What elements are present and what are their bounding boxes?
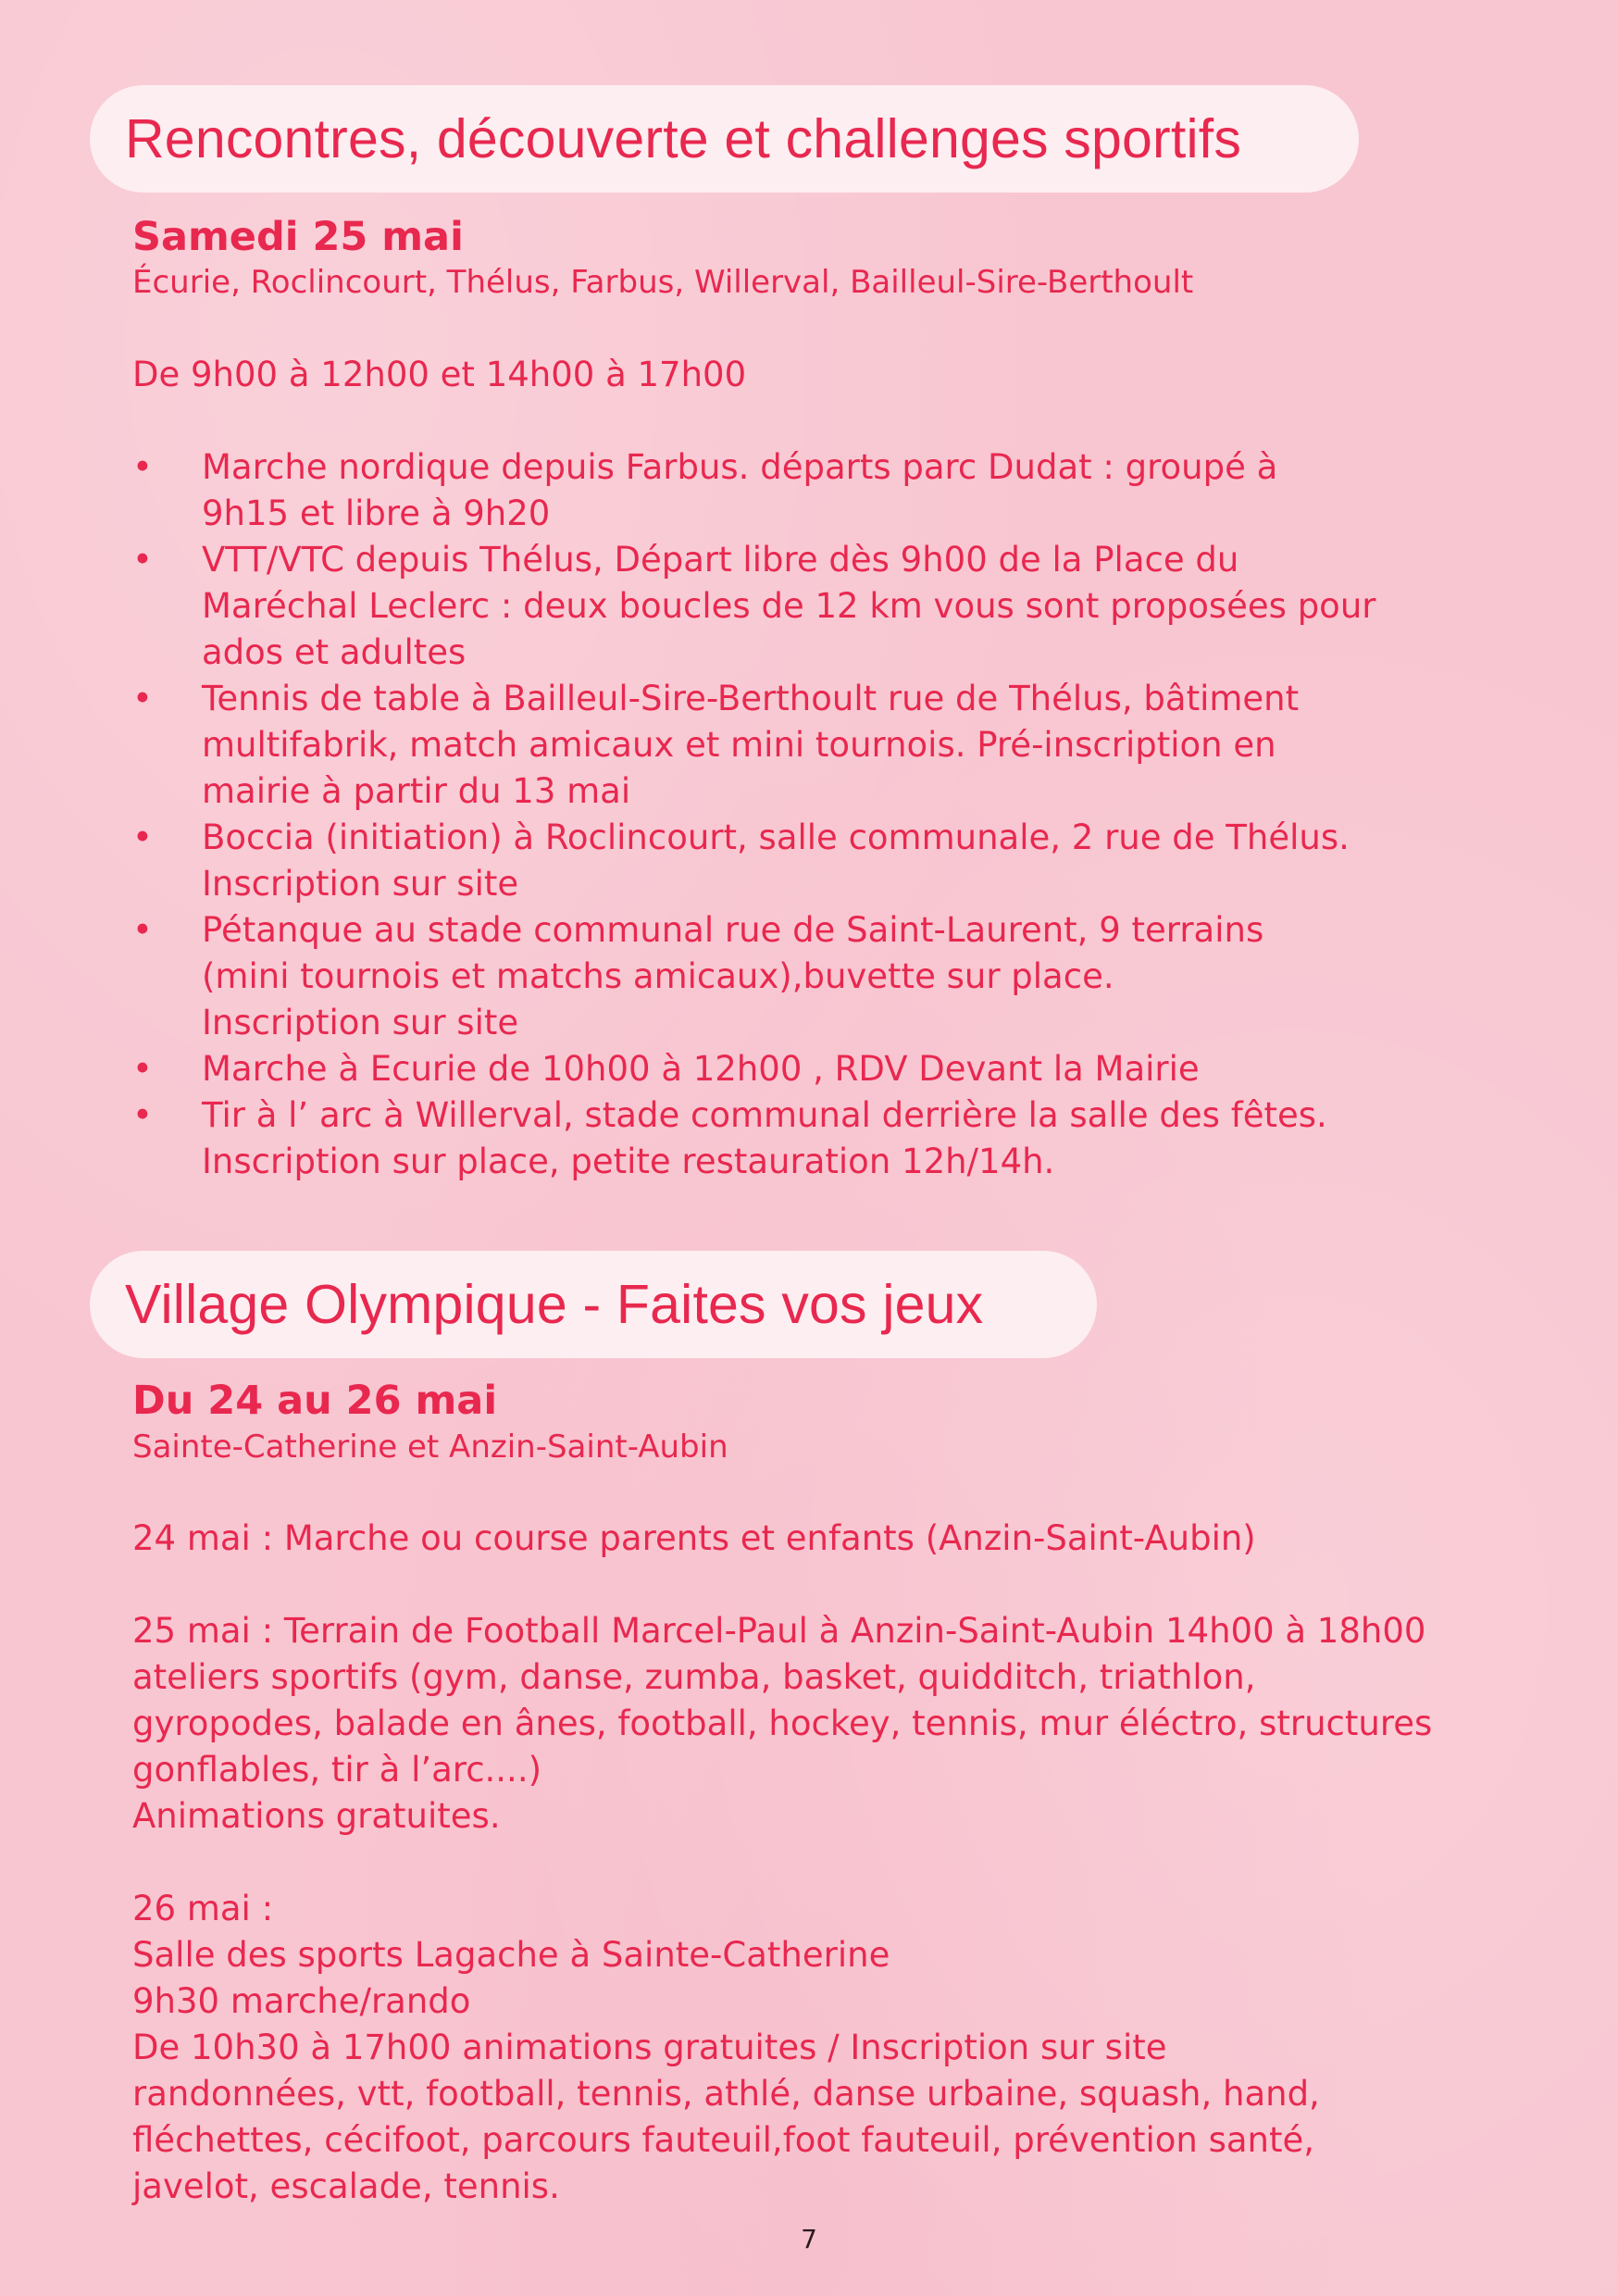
list-item: • Boccia (initiation) à Roclincourt, salle communale, 2 rue de Thélus. Inscription sur site [132,815,1375,907]
bullet-icon: • [132,817,153,857]
bullet-icon: • [132,910,153,950]
list-item: • Tennis de table à Bailleul-Sire-Berthoult rue de Thélus, bâtiment multifabrik, match amicaux et mini tournois. Pré-inscription en mairie à partir du 13 mai [132,676,1375,815]
list-item: • Marche à Ecurie de 10h00 à 12h00 , RDV Devant la Mairie [132,1046,1375,1092]
section-title-text: Village Olympique - Faites vos jeux [125,1274,984,1335]
day-25-block: 25 mai : Terrain de Football Marcel-Paul à Anzin-Saint-Aubin 14h00 à 18h00 ateliers sportifs (gym, danse, zumba, basket, quidditch, triathlon, gyropodes, balade en ânes, football, hockey, tennis, mur éléctro, structures gonflables, tir à l’arc....) Animations gratuites. [132,1611,1433,1836]
section-places: Sainte-Catherine et Anzin-Saint-Aubin [132,1429,728,1466]
page-number: 7 [801,2224,817,2254]
day-24-text: 24 mai : Marche ou course parents et enfants (Anzin-Saint-Aubin) [132,1518,1256,1558]
section-date: Samedi 25 mai [132,214,464,260]
list-item: • Tir à l’ arc à Willerval, stade communal derrière la salle des fêtes. Inscription sur place, petite restauration 12h/14h. [132,1092,1375,1185]
bullet-icon: • [132,540,153,580]
section-date: Du 24 au 26 mai [132,1378,498,1424]
list-item: • VTT/VTC depuis Thélus, Départ libre dès 9h00 de la Place du Maréchal Leclerc : deux boucles de 12 km vous sont proposées pour ados et adultes [132,537,1375,676]
list-item: • Marche nordique depuis Farbus. départs parc Dudat : groupé à 9h15 et libre à 9h20 [132,444,1375,537]
day-26-block: 26 mai : Salle des sports Lagache à Sainte-Catherine 9h30 marche/rando De 10h30 à 17h00 animations gratuites / Inscription sur site randonnées, vtt, football, tennis, athlé, danse urbaine, squash, hand, fléchettes, cécifoot, parcours fauteuil,foot fauteuil, prévention santé, javelot, escalade, tennis. [132,1889,1320,2206]
section-title-village-olympique [90,1251,1097,1358]
section-title-rencontres [90,85,1359,193]
section-title-text: Rencontres, découverte et challenges sportifs [125,108,1242,169]
list-item: • Pétanque au stade communal rue de Saint-Laurent, 9 terrains (mini tournois et matchs amicaux),buvette sur place. Inscription sur site [132,907,1375,1046]
bullet-icon: • [132,1095,153,1135]
section-places: Écurie, Roclincourt, Thélus, Farbus, Willerval, Bailleul-Sire-Berthoult [132,264,1194,301]
bullet-icon: • [132,679,153,718]
activity-list [132,444,1375,1185]
section-hours: De 9h00 à 12h00 et 14h00 à 17h00 [132,355,747,394]
bullet-icon: • [132,447,153,487]
bullet-icon: • [132,1049,153,1089]
